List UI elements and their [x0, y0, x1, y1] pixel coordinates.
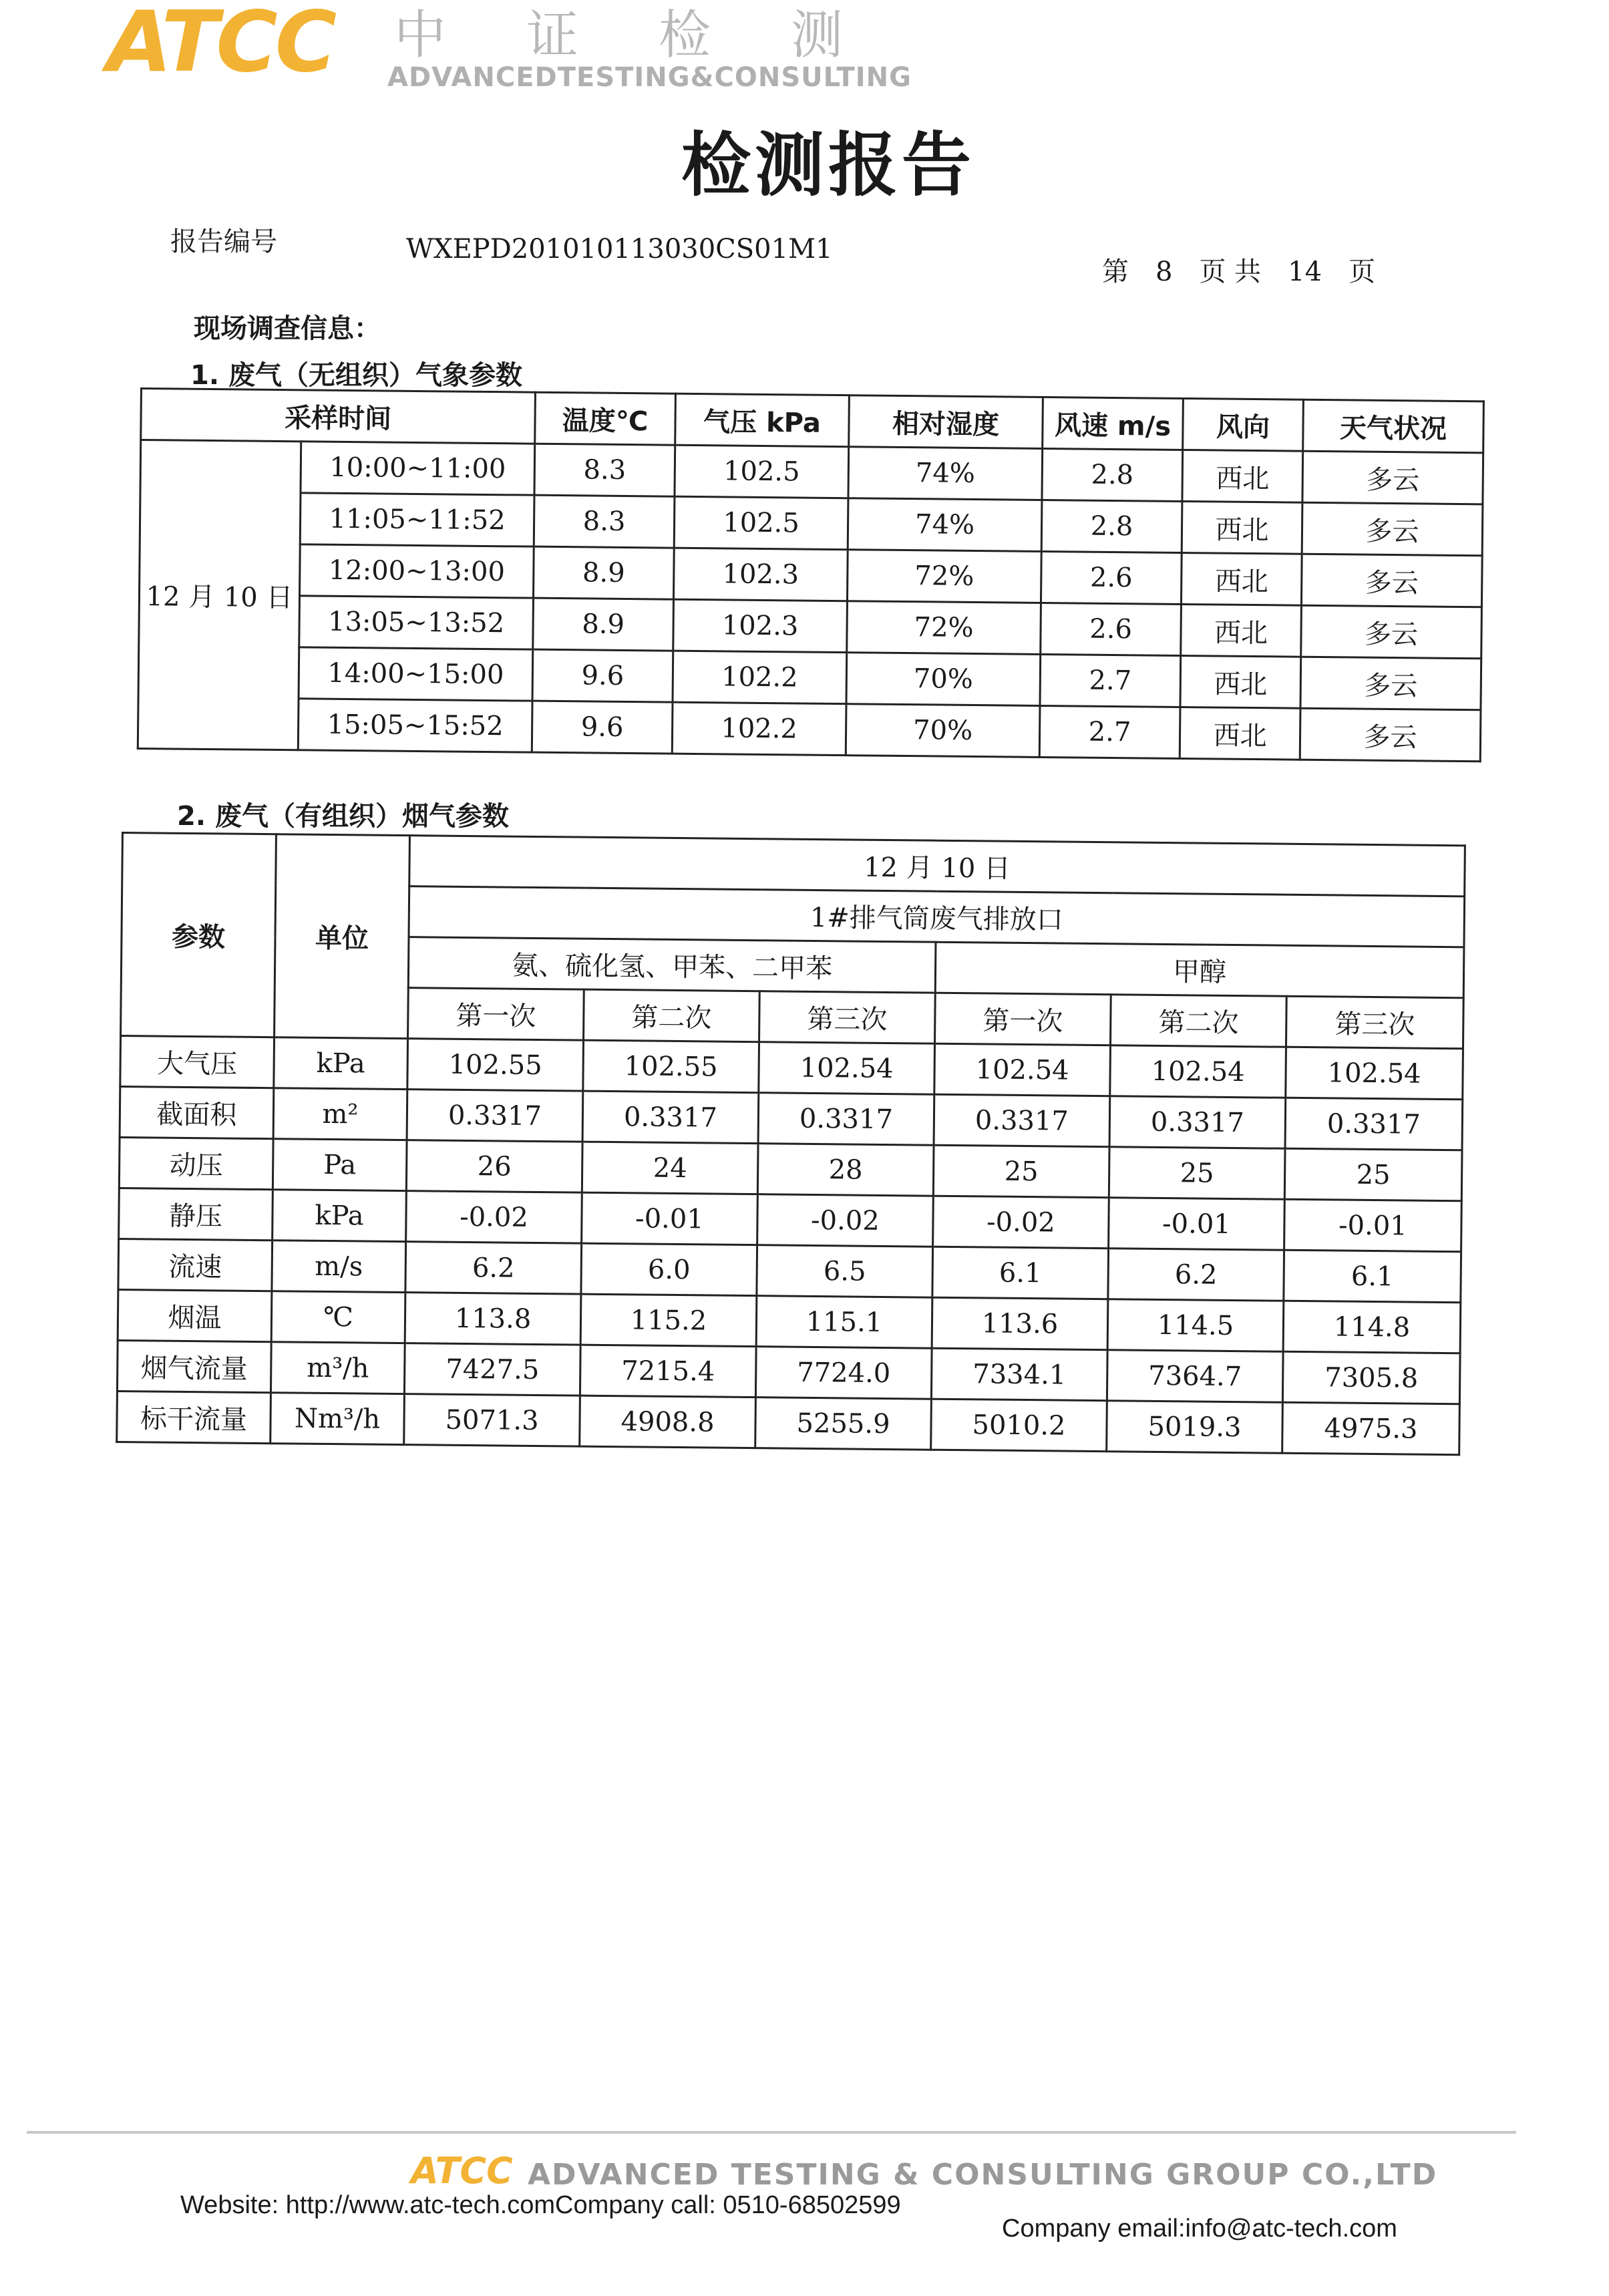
- header-sampling-time: 采样时间: [141, 389, 536, 444]
- survey-heading: 现场调查信息：: [194, 313, 381, 344]
- wind-direction: 西北: [1181, 552, 1302, 605]
- measurement-value: 0.3317: [934, 1094, 1110, 1147]
- page-total: 14: [1288, 257, 1322, 287]
- measurement-value: 7334.1: [931, 1348, 1107, 1401]
- measurement-value: 25: [1284, 1148, 1462, 1201]
- header-outlet: 1#排气筒废气排放口: [409, 886, 1465, 947]
- measurement-value: 0.3317: [582, 1091, 759, 1144]
- temperature: 9.6: [532, 701, 673, 754]
- header-group-1: 氨、硫化氢、甲苯、二甲苯: [408, 937, 936, 993]
- header-run: 第三次: [1286, 996, 1463, 1049]
- header-wind-direction: 风向: [1183, 398, 1304, 451]
- parameter-name: 流速: [118, 1239, 273, 1291]
- measurement-value: 5019.3: [1107, 1401, 1283, 1454]
- measurement-value: 0.3317: [1285, 1098, 1463, 1150]
- measurement-value: 7427.5: [404, 1343, 580, 1396]
- humidity: 74%: [848, 498, 1042, 552]
- humidity: 72%: [847, 601, 1041, 655]
- header-pressure: 气压 kPa: [675, 393, 850, 446]
- parameter-name: 动压: [119, 1137, 273, 1189]
- wind-speed: 2.7: [1039, 705, 1180, 758]
- page-mid: 页 共: [1199, 257, 1262, 287]
- sampling-time: 12:00~13:00: [300, 544, 534, 598]
- weather-condition: 多云: [1301, 605, 1482, 659]
- parameter-name: 烟温: [118, 1289, 272, 1341]
- page-suffix: 页: [1349, 257, 1376, 287]
- measurement-value: 6.1: [932, 1247, 1109, 1299]
- measurement-value: 115.1: [756, 1296, 932, 1349]
- footer-email: Company email:info@atc-tech.com: [1002, 2215, 1397, 2243]
- header-unit: 单位: [275, 834, 410, 1039]
- parameter-unit: kPa: [274, 1037, 408, 1090]
- wind-speed: 2.8: [1042, 448, 1183, 501]
- header-run: 第一次: [408, 988, 584, 1041]
- sampling-time: 10:00~11:00: [301, 442, 535, 495]
- wind-direction: 西北: [1182, 450, 1303, 502]
- sampling-time: 13:05~13:52: [299, 596, 534, 649]
- parameter-name: 标干流量: [117, 1391, 271, 1443]
- parameter-unit: kPa: [273, 1190, 407, 1242]
- header-date: 12 月 10 日: [409, 836, 1465, 896]
- measurement-value: 0.3317: [758, 1093, 934, 1146]
- parameter-unit: Pa: [273, 1139, 407, 1191]
- weather-table: [137, 387, 1485, 762]
- measurement-value: 7305.8: [1282, 1351, 1460, 1404]
- pressure: 102.5: [675, 445, 849, 498]
- weather-condition: 多云: [1300, 708, 1481, 762]
- page-indicator: [1102, 251, 1402, 289]
- sampling-time: 11:05~11:52: [300, 493, 534, 546]
- measurement-value: 5010.2: [931, 1399, 1107, 1452]
- wind-speed: 2.8: [1041, 500, 1182, 552]
- measurement-value: 102.54: [759, 1042, 935, 1095]
- logo-chinese-name: 中证检测: [394, 5, 924, 65]
- temperature: 9.6: [532, 649, 673, 702]
- temperature: 8.9: [534, 546, 675, 599]
- measurement-value: 6.0: [581, 1243, 757, 1296]
- weather-condition: 多云: [1302, 451, 1483, 504]
- wind-speed: 2.6: [1041, 551, 1182, 604]
- weather-condition: 多云: [1301, 554, 1482, 607]
- measurement-value: 6.2: [1108, 1249, 1284, 1301]
- humidity: 70%: [846, 704, 1040, 758]
- report-title: 检测报告: [681, 124, 976, 206]
- measurement-value: -0.01: [1284, 1199, 1462, 1252]
- wind-direction: 西北: [1180, 707, 1300, 760]
- company-logo: ATCC: [107, 0, 335, 91]
- weather-condition: 多云: [1302, 502, 1483, 556]
- parameter-unit: m/s: [272, 1241, 406, 1293]
- logo-english-name: ADVANCEDTESTING&CONSULTING: [387, 62, 912, 93]
- section-2-heading: 2. 废气（有组织）烟气参数: [177, 801, 509, 832]
- measurement-value: 115.2: [580, 1294, 757, 1347]
- measurement-value: 102.54: [1110, 1045, 1286, 1098]
- temperature: 8.9: [533, 598, 674, 651]
- measurement-value: 113.6: [932, 1297, 1108, 1350]
- page-number: 8: [1155, 257, 1173, 287]
- section-1-heading: 1. 废气（无组织）气象参数: [190, 360, 522, 391]
- parameter-unit: ℃: [271, 1291, 405, 1343]
- humidity: 70%: [846, 653, 1041, 706]
- sampling-time: 15:05~15:52: [298, 699, 532, 752]
- parameter-name: 静压: [119, 1188, 273, 1240]
- header-weather: 天气状况: [1303, 399, 1484, 453]
- pressure: 102.2: [673, 651, 847, 703]
- header-wind-speed: 风速 m/s: [1043, 397, 1184, 450]
- header-temperature: 温度℃: [535, 392, 676, 445]
- pressure: 102.3: [673, 548, 848, 601]
- measurement-value: 5071.3: [404, 1394, 580, 1447]
- header-run: 第三次: [759, 991, 936, 1044]
- measurement-value: 26: [406, 1140, 582, 1193]
- humidity: 72%: [847, 550, 1041, 603]
- wind-direction: 西北: [1181, 604, 1302, 657]
- header-group-2: 甲醇: [935, 942, 1464, 998]
- parameter-name: 大气压: [120, 1036, 275, 1088]
- measurement-value: 7364.7: [1107, 1350, 1283, 1403]
- pressure: 102.5: [674, 496, 848, 549]
- measurement-value: 6.5: [757, 1245, 933, 1298]
- measurement-value: 114.5: [1107, 1299, 1284, 1352]
- wind-direction: 西北: [1182, 501, 1302, 554]
- sampling-date: 12 月 10 日: [138, 440, 301, 750]
- measurement-value: 4975.3: [1282, 1402, 1460, 1455]
- footer-logo: ATCC: [411, 2150, 513, 2192]
- weather-condition: 多云: [1300, 657, 1481, 710]
- parameter-unit: m³/h: [271, 1342, 405, 1394]
- parameter-unit: m²: [273, 1088, 407, 1140]
- measurement-value: 0.3317: [1109, 1096, 1286, 1149]
- measurement-value: 6.1: [1284, 1250, 1461, 1303]
- measurement-value: 114.8: [1283, 1301, 1461, 1353]
- measurement-value: 7724.0: [755, 1347, 932, 1400]
- page-prefix: 第: [1102, 257, 1129, 287]
- parameter-unit: Nm³/h: [271, 1393, 405, 1445]
- pressure: 102.2: [672, 702, 846, 755]
- measurement-value: 24: [582, 1142, 758, 1194]
- measurement-value: 28: [757, 1144, 934, 1196]
- report-number: WXEPD201010113030CS01M1: [406, 234, 833, 265]
- measurement-value: 6.2: [405, 1242, 582, 1295]
- footer-divider: [27, 2131, 1516, 2134]
- measurement-value: 25: [1109, 1147, 1285, 1200]
- temperature: 8.3: [534, 495, 675, 548]
- header-humidity: 相对湿度: [849, 395, 1043, 449]
- measurement-value: -0.02: [757, 1194, 934, 1247]
- measurement-value: -0.02: [406, 1191, 582, 1244]
- measurement-value: 102.55: [583, 1040, 759, 1093]
- measurement-value: 25: [933, 1145, 1109, 1198]
- flue-gas-table: [116, 832, 1466, 1456]
- header-run: 第二次: [584, 989, 760, 1042]
- measurement-value: -0.01: [582, 1192, 758, 1245]
- parameter-name: 截面积: [120, 1086, 274, 1138]
- humidity: 74%: [848, 447, 1043, 500]
- footer-website-phone: Website: http://www.atc-tech.comCompany call: 0510-68502599: [180, 2191, 901, 2219]
- measurement-value: 5255.9: [755, 1398, 932, 1450]
- measurement-value: 113.8: [405, 1293, 581, 1345]
- wind-direction: 西北: [1180, 655, 1301, 708]
- measurement-value: -0.01: [1109, 1198, 1285, 1251]
- measurement-value: 102.55: [407, 1039, 584, 1092]
- header-parameter: 参数: [121, 833, 277, 1037]
- measurement-value: -0.02: [933, 1196, 1109, 1249]
- wind-speed: 2.6: [1041, 603, 1182, 655]
- measurement-value: 102.54: [1286, 1047, 1463, 1100]
- wind-speed: 2.7: [1040, 654, 1181, 707]
- header-run: 第二次: [1110, 995, 1286, 1047]
- measurement-value: 4908.8: [580, 1396, 756, 1448]
- parameter-name: 烟气流量: [117, 1340, 271, 1392]
- header-run: 第一次: [935, 993, 1111, 1045]
- report-number-label: 报告编号: [170, 226, 277, 257]
- measurement-value: 102.54: [934, 1043, 1111, 1096]
- measurement-value: 7215.4: [580, 1345, 756, 1398]
- sampling-time: 14:00~15:00: [299, 647, 533, 701]
- footer-company-name: ADVANCED TESTING & CONSULTING GROUP CO.,LTD: [528, 2158, 1438, 2192]
- temperature: 8.3: [534, 444, 675, 496]
- measurement-value: 0.3317: [407, 1090, 583, 1142]
- pressure: 102.3: [673, 599, 848, 652]
